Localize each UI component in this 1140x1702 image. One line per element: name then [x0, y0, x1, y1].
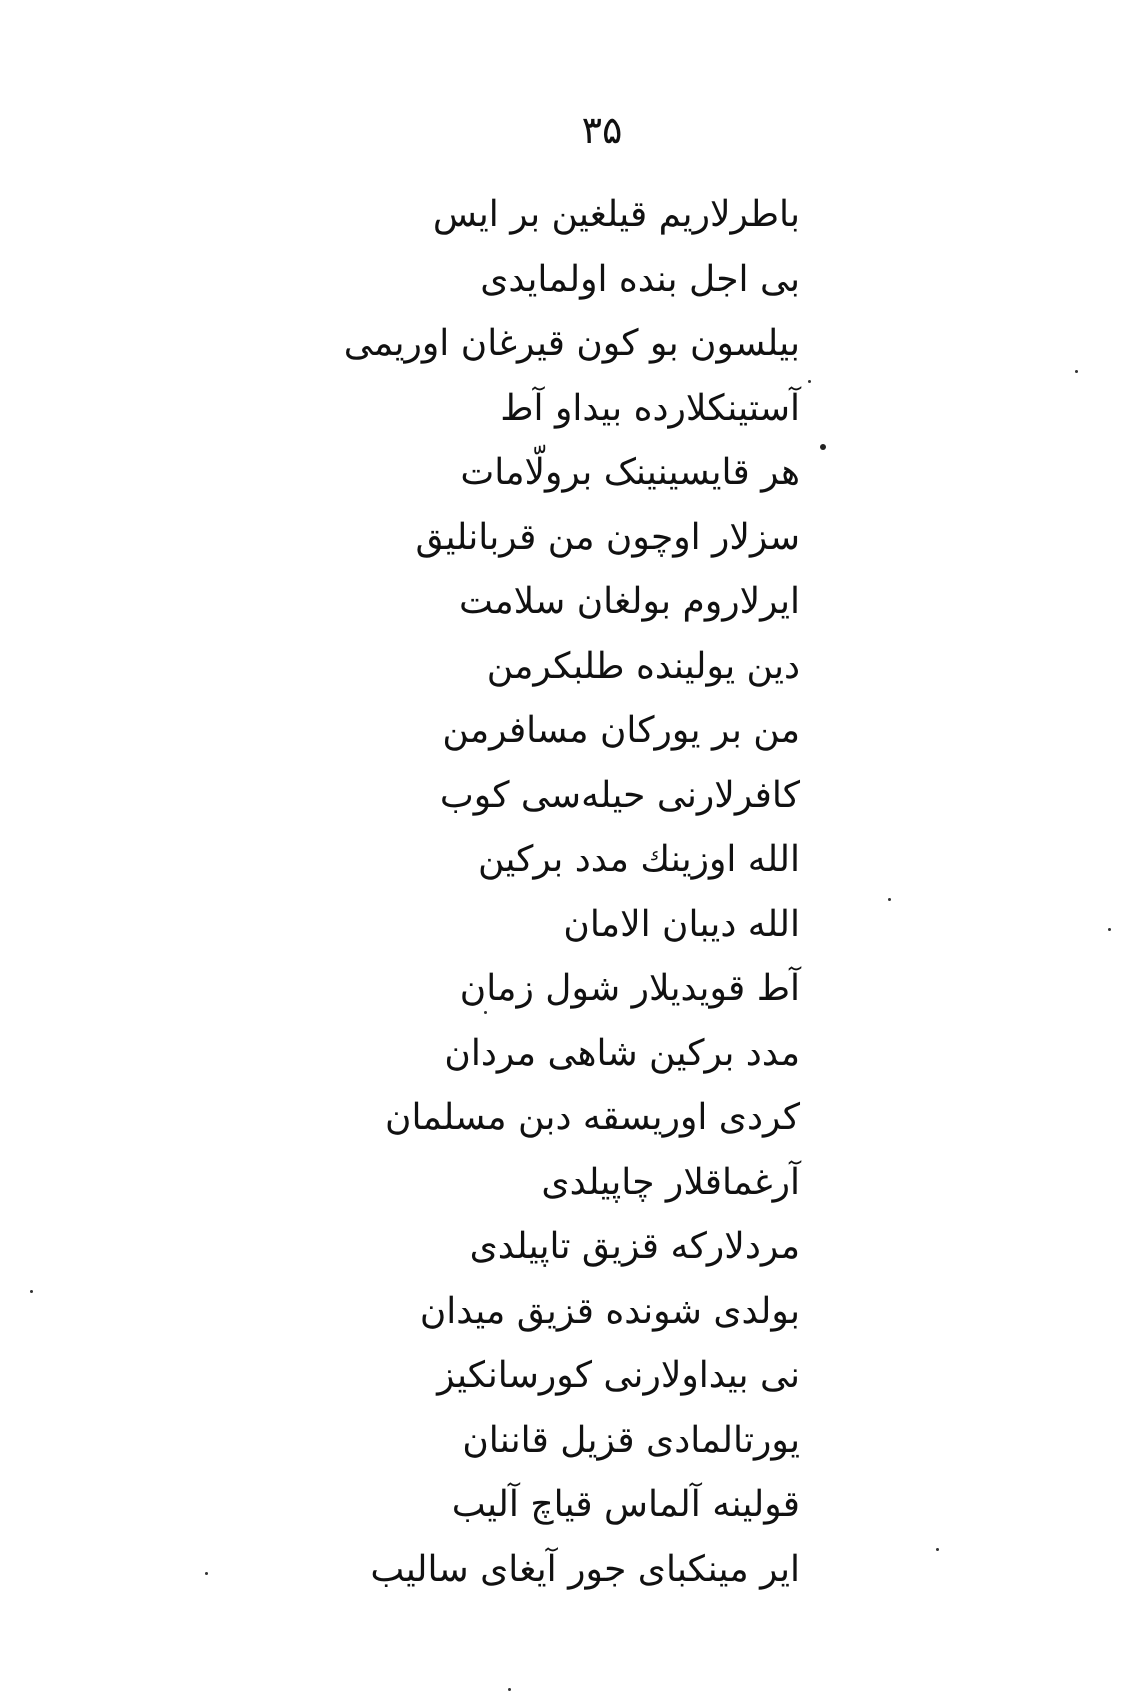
verse-line-21: قولینه آلماس قیاچ آلیب — [451, 1484, 800, 1525]
verse-line-7: ایرلاروم بولغان سلامت — [459, 581, 800, 622]
verse-line-18: بولدی شونده قزیق میدان — [419, 1290, 800, 1332]
verse-line-20: یورتالمادی قزیل قاننان — [462, 1419, 800, 1461]
scan-speck — [808, 380, 811, 383]
scan-speck — [205, 1572, 208, 1575]
verse-line-3: بیلسون بو کون قیرغان اوریمی — [343, 323, 800, 364]
page-number: ۳۵ — [581, 108, 623, 152]
verse-line-10: کافرلارنی حیله‌سی کوب — [439, 774, 800, 816]
scan-speck — [1108, 928, 1111, 931]
verse-line-12: الله دیبان الامان — [563, 903, 800, 945]
verse-line-4: آستینکلارده بیداو آط — [500, 387, 800, 429]
scan-speck — [508, 1688, 511, 1691]
verse-line-13: آط قویدیلار شول زمان — [459, 968, 800, 1009]
verse-line-6: سزلار اوچون من قربانلیق — [415, 516, 800, 558]
verse-line-11: الله اوزینك مدد برکین — [477, 839, 800, 880]
verse-line-14: مدد برکین شاهی مردان — [444, 1032, 800, 1074]
verse-line-15: کردی اوریسقه دبن مسلمان — [385, 1097, 800, 1138]
verse-line-19: نی بیداولارنی کورسانکیز — [437, 1355, 800, 1396]
verse-line-8: دین یولینده طلبکرمن — [486, 645, 800, 687]
verse-line-1: باطرلاریم قیلغین بر ایس — [432, 194, 800, 235]
verse-list — [340, 183, 800, 1602]
scan-speck — [888, 898, 891, 901]
scan-speck — [484, 1011, 487, 1014]
scan-speck — [1075, 370, 1078, 373]
verse-line-2: بی اجل بنده اولمایدی — [480, 258, 800, 300]
verse-line-16: آرغماقلار چاپیلدی — [541, 1161, 800, 1203]
verse-line-17: مردلارکه قزیق تاپیلدی — [469, 1226, 800, 1267]
verse-line-22: ایر مینکبای جور آیغای سالیب — [370, 1548, 800, 1590]
verse-line-5: هر قایسینینک برولّامات — [460, 452, 800, 493]
scan-speck — [936, 1548, 939, 1551]
scan-speck — [820, 444, 826, 450]
verse-line-9: من بر یورکان مسافرمن — [442, 710, 800, 751]
scan-speck — [30, 1290, 33, 1293]
